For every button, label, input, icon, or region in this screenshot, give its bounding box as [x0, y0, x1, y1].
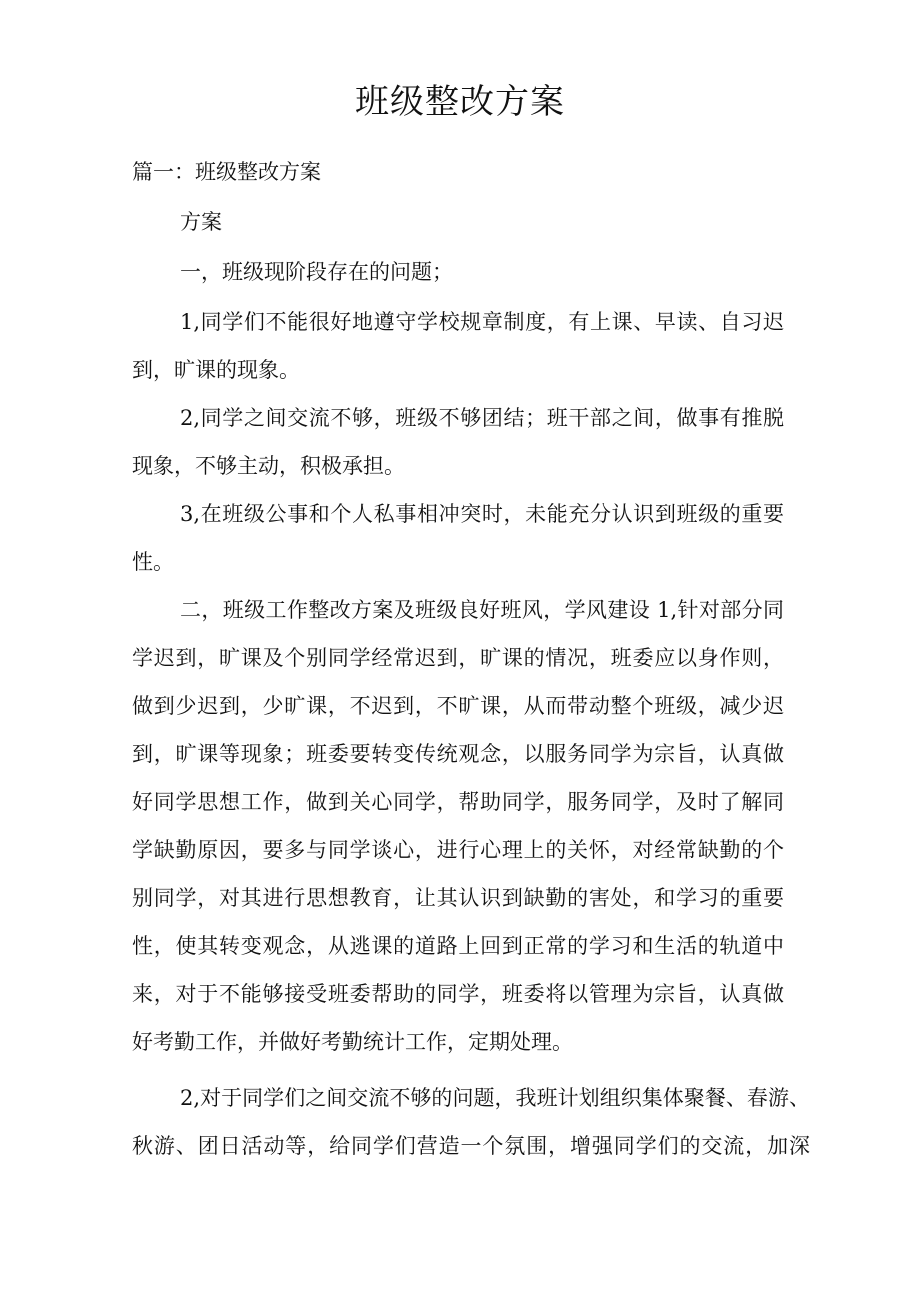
- label-plan: 方案: [180, 210, 222, 234]
- section-2-line-10: 好考勤工作，并做好考勤统计工作，定期处理。: [132, 1030, 573, 1054]
- section-2-line-5: 好同学思想工作，做到关心同学，帮助同学，服务同学，及时了解同: [132, 790, 784, 814]
- item-2-line-2: 现象，不够主动，积极承担。: [132, 454, 405, 478]
- item-4-line-2: 秋游、团日活动等，给同学们营造一个氛围，增强同学们的交流，加深: [132, 1134, 810, 1158]
- item-4-line-1: 2,对于同学们之间交流不够的问题，我班计划组织集体聚餐、春游、: [180, 1086, 810, 1110]
- section-2-line-6: 学缺勤原因，要多与同学谈心，进行心理上的关怀，对经常缺勤的个: [132, 838, 784, 862]
- section-2-line-7: 别同学，对其进行思想教育，让其认识到缺勤的害处，和学习的重要: [132, 886, 784, 910]
- section-2-line-2: 学迟到，旷课及个别同学经常迟到，旷课的情况，班委应以身作则，: [132, 646, 784, 670]
- section-2-line-4: 到，旷课等现象；班委要转变传统观念，以服务同学为宗旨，认真做: [132, 742, 784, 766]
- section-2-line-1: 二，班级工作整改方案及班级良好班风，学风建设 1,针对部分同: [180, 598, 784, 622]
- item-1-line-2: 到，旷课的现象。: [132, 358, 300, 382]
- section-2-line-9: 来，对于不能够接受班委帮助的同学，班委将以管理为宗旨，认真做: [132, 982, 784, 1006]
- document-title: 班级整改方案: [355, 82, 565, 122]
- item-1-line-1: 1,同学们不能很好地遵守学校规章制度，有上课、早读、自习迟: [180, 310, 784, 334]
- item-3-line-1: 3,在班级公事和个人私事相冲突时，未能充分认识到班级的重要: [180, 502, 784, 526]
- section-2-line-3: 做到少迟到，少旷课，不迟到，不旷课，从而带动整个班级，减少迟: [132, 694, 784, 718]
- section-2-line-8: 性，使其转变观念，从逃课的道路上回到正常的学习和生活的轨道中: [132, 934, 784, 958]
- section-1-heading: 一，班级现阶段存在的问题；: [180, 260, 453, 284]
- item-2-line-1: 2,同学之间交流不够，班级不够团结；班干部之间，做事有推脱: [180, 406, 784, 430]
- item-3-line-2: 性。: [132, 550, 174, 574]
- subtitle: 篇一：班级整改方案: [132, 160, 321, 184]
